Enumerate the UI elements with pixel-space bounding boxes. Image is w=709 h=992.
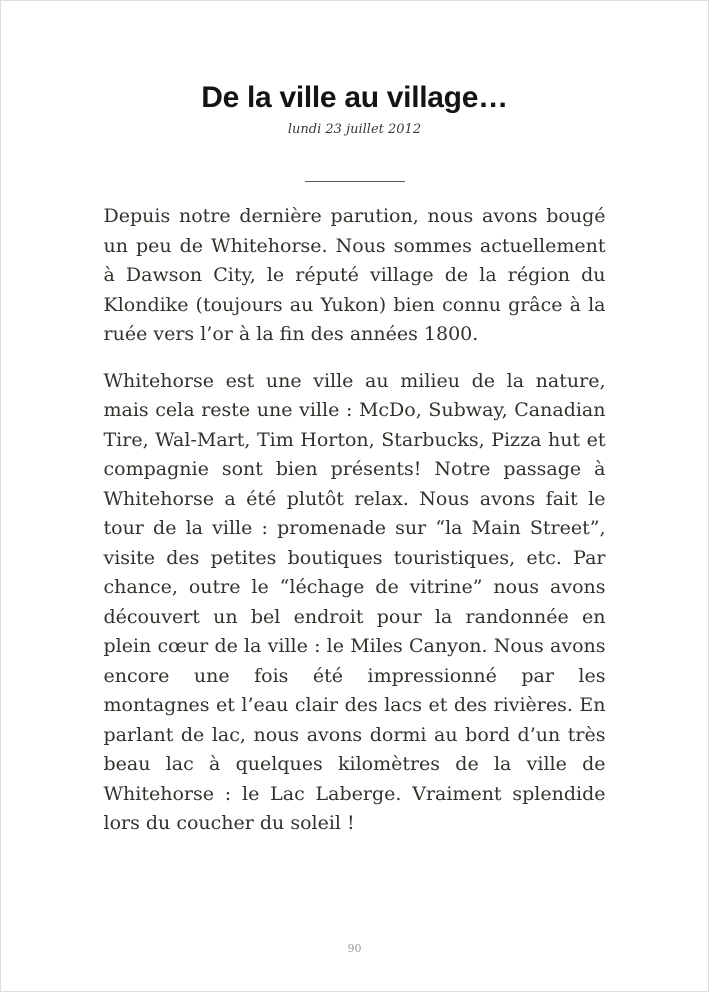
page-title: De la ville au village… — [201, 81, 508, 114]
section-divider — [305, 181, 405, 182]
paragraph-1: Depuis notre dernière parution, nous avons bougé un peu de Whitehorse. Nous sommes actuellement à Dawson City, le réputé village de la région du Klondike (toujours au Yukon) bien connu grâce à la ruée vers l’or à la fin des années 1800. — [103, 205, 606, 345]
article-body — [104, 202, 606, 839]
document-header — [1, 81, 708, 137]
paragraph-2: Whitehorse est une ville au milieu de la nature, mais cela reste une ville : McDo, Subway, Canadian Tire, Wal-Mart, Tim Horton, Starbucks, Pizza hut et compagnie sont bien présents! Notre passage à Whitehorse a été plutôt relax. Nous avons fait le tour de la ville : promenade sur “la Main Street”, visite des petites boutiques touristiques, etc. Par chance, outre le “léchage de vitrine” nous avons découvert un bel endroit pour la randonnée en plein cœur de la ville : le Miles Canyon. Nous avons encore une fois été impressionné par les montagnes et l’eau clair des lacs et des rivières. En parlant de lac, nous avons dormi au bord d’un très beau lac à quelques kilomètres de la ville de Whitehorse : le Lac Laberge. Vraiment splendide lors du coucher du soleil ! — [103, 369, 606, 834]
page-number: 90 — [347, 942, 362, 955]
post-date: lundi 23 juillet 2012 — [287, 122, 422, 137]
